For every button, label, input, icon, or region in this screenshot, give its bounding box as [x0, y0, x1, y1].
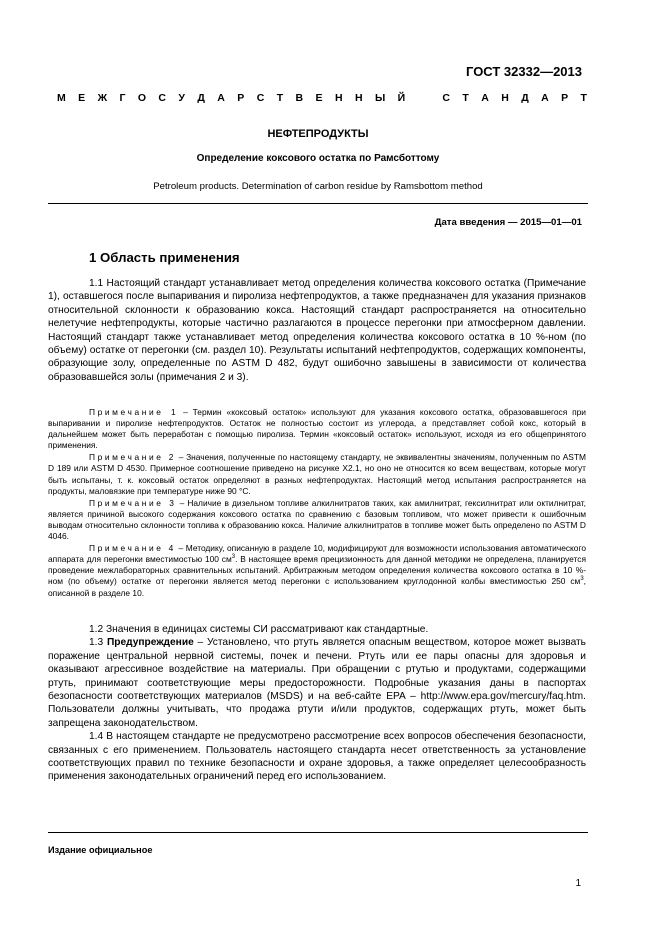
note-label: Примечание 4 [89, 543, 176, 554]
note-text: , описанной в разделе 10. [48, 576, 586, 598]
paragraph-1-4: 1.4 В настоящем стандарте не предусмотрено рассмотрение всех вопросов обеспечения безопасности, связанных с его применением. Пользователь настоящего стандарта несет ответственность за установление соответствующих правил по технике безопасности и охране здоровья, а также определяет целесообразность применения законодательных ограничений перед его использованием. [48, 731, 586, 783]
page-number: 1 [575, 878, 581, 889]
paragraph-1-1 [48, 277, 586, 384]
banner-letter: А [541, 92, 549, 104]
note-text: – Наличие в дизельном топливе алкилнитратов таких, как амилнитрат, гексилнитрат или октилнитрат, является причиной высокого содержания коксового остатка по сравнению с базовым топливом, что может привести к ошибочным выводам относительно склонности топлива к образованию кокса. Наличие алкилнитратов в топливе может быть определено по ASTM D 4046. [48, 497, 586, 542]
paragraph-text: 1.1 Настоящий стандарт устанавливает метод определения количества коксового остатка (Примечание 1), оставшегося после выпаривания и пиролиза нефтепродуктов, а также предназначен для указания признаков относительной склонности к образованию кокса. Настоящий стандарт распространяется на относительно нелетучие нефтепродукты, которые частично разлагаются в процессе перегонки при атмосферном давлении. Настоящий стандарт также устанавливает метод определения количества коксового остатка в 10 %-ном (по объему) остатке от перегонки (см. раздел 10). Результаты испытаний нефтепродуктов, содержащих компоненты, образующие золу, определенные по ASTM D 482, будут ошибочно завышены в зависимости от количества образовавшейся золы (примечания 2 и 3). [48, 278, 586, 383]
note-2 [48, 452, 586, 496]
english-title: Petroleum products. Determination of carbon residue by Ramsbottom method [153, 181, 483, 192]
paragraph-1-2: 1.2 Значения в единицах системы СИ рассматривают как стандартные. [89, 624, 429, 635]
paragraph-number: 1.3 [89, 637, 107, 649]
banner-letter: Е [315, 92, 323, 104]
banner-letter: У [178, 92, 185, 104]
note-label: Примечание 1 [89, 407, 179, 417]
section-heading: 1 Область применения [89, 250, 240, 265]
superscript: 3 [580, 576, 584, 583]
banner-letter: С [256, 92, 265, 104]
edition-label: Издание официальное [48, 845, 153, 855]
banner-letter: Н [354, 92, 363, 104]
banner-letter: Н [501, 92, 509, 104]
note-text: – Термин «коксовый остаток» используют для указания коксового остатка, образовавшегося при выпаривании и пиролизе нефтепродуктов. Остаток не полностью состоит из углерода, а представляет собой кокс, который в дальнейшем может быть переработан с помощью пиролиза. Термин «коксовый остаток» используют, исходя из его общепринятого применения. [48, 407, 586, 451]
banner-letter: В [295, 92, 304, 104]
banner-letter: Ж [97, 92, 108, 104]
banner-letter: Т [276, 92, 284, 104]
banner-letter: С [442, 92, 450, 104]
paragraph-text: – Установлено, что ртуть является опасным веществом, которое может вызвать поражение центральной нервной системы, почек и печени. Ртуть или ее пары опасны для здоровья и оказывают агрессивное воздействие на материалы. При обращении с ртутью и продуктами, содержащими ртуть, принимают соответствующие меры предосторожности. Подробные указания даны в паспортах безопасности соответствующих материалов (MSDS) и на веб-сайте EPA – http://www.epa.gov/mercury/faq.htm. Пользователи должны учитывать, что продажа ртути и/или продуктов, содержащих ртуть, может быть запрещена законодательством. [48, 637, 586, 729]
note-1 [48, 407, 586, 451]
superscript: 3 [231, 554, 236, 561]
document-title: НЕФТЕПРОДУКТЫ [267, 128, 369, 140]
banner-letter: Р [561, 92, 569, 104]
note-3 [48, 498, 586, 542]
note-text: . В настоящее время прецизионность для данной методики не определена, планируется проведение межлабораторных сравнительных испытаний. Арбитражным методом определения количества коксового остатка в 10 %-ном (по объему) остатке от перегонки является метод перегонки с использованием круглодонной колбы вместимостью 250 см [48, 554, 586, 587]
paragraphs-1-2-to-1-4 [48, 623, 586, 784]
banner-letter: С [158, 92, 167, 104]
banner-letter: О [137, 92, 147, 104]
banner-letter: Г [119, 92, 126, 104]
notes-block [48, 407, 586, 600]
date-of-introduction: Дата введения — 2015—01—01 [434, 217, 582, 228]
banner-letter: Й [397, 92, 406, 104]
paragraph-1-3 [48, 636, 586, 730]
banner-letter: Е [78, 92, 86, 104]
note-text: – Значения, полученные по настоящему стандарту, не эквивалентны значениям, полученным по ASTM D 189 или ASTM D 4530. Примерное соотношение приведено на рисунке Х2.1, но оно не относится ко всем веществам, которые могут быть испытаны, т. к. коксовый остаток определяют в разных нефтепродуктах. Настоящий метод испытания распространяется на продукты, маловязкие при температуре ниже 90 °C. [48, 452, 586, 496]
warning-label: Предупреждение [106, 637, 194, 649]
banner-letter: Р [237, 92, 245, 104]
banner-letter: Д [197, 92, 205, 104]
note-text: – Методику, описанную в разделе 10, модифицируют для возможности использования автоматического аппарата для перегонки вместимостью 100 см [48, 543, 586, 565]
standard-type-banner [57, 92, 587, 104]
note-4 [48, 543, 586, 598]
footer-divider [48, 832, 588, 833]
banner-letter: Ы [374, 92, 386, 104]
banner-letter: Д [521, 92, 529, 104]
banner-letter: М [57, 92, 66, 104]
banner-letter: Т [462, 92, 469, 104]
note-label: Примечание 2 [89, 452, 177, 463]
banner-letter: А [481, 92, 489, 104]
banner-letter: Н [334, 92, 343, 104]
divider [48, 203, 588, 204]
standard-number: ГОСТ 32332—2013 [466, 64, 582, 79]
banner-letter: А [217, 92, 225, 104]
note-label: Примечание 3 [89, 497, 177, 508]
banner-letter: Т [580, 92, 587, 104]
document-subtitle: Определение коксового остатка по Рамсботтому [196, 153, 440, 164]
